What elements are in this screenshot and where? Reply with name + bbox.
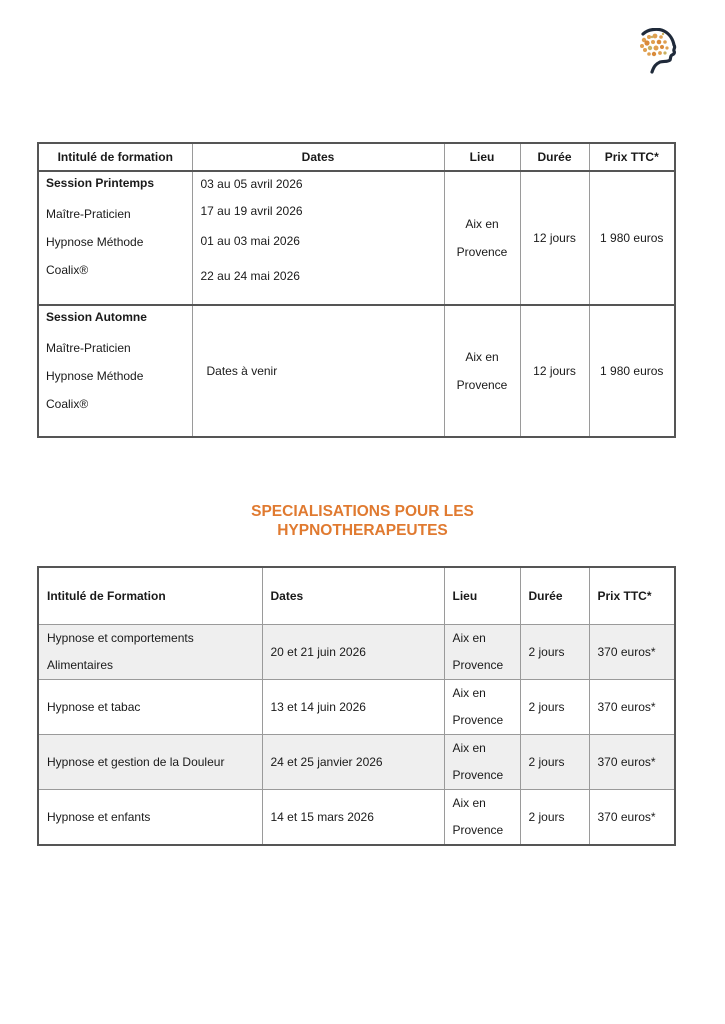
- main-training-table: [37, 142, 676, 438]
- heading-line: SPECIALISATIONS POUR LES: [251, 503, 474, 520]
- date-item: 17 au 19 avril 2026: [200, 204, 303, 218]
- table-row: [38, 790, 675, 846]
- lieu-line: Provence: [452, 768, 504, 782]
- header-duree: Durée: [520, 567, 589, 625]
- cell-dates: 13 et 14 juin 2026: [262, 680, 444, 735]
- table-row: [38, 305, 675, 437]
- cell-prix: 370 euros*: [589, 680, 675, 735]
- specialisations-table: [37, 566, 676, 846]
- lieu-line: Aix en: [452, 686, 486, 700]
- header-lieu: Lieu: [444, 143, 520, 171]
- cell-intitule: Hypnose et tabac: [38, 680, 262, 735]
- header-prix: Prix TTC*: [589, 567, 675, 625]
- table-header-row: [38, 567, 675, 625]
- title-line: Hypnose Méthode: [46, 235, 144, 249]
- title-line: Hypnose et comportements: [47, 631, 194, 645]
- lieu-line: Provence: [456, 378, 508, 392]
- title-line: Hypnose Méthode: [46, 369, 144, 383]
- cell-prix: 370 euros*: [589, 735, 675, 790]
- header-duree: Durée: [520, 143, 589, 171]
- cell-lieu: [444, 171, 520, 305]
- heading-line: HYPNOTHERAPEUTES: [277, 522, 448, 539]
- lieu-line: Aix en: [452, 741, 486, 755]
- cell-lieu: [444, 305, 520, 437]
- date-item: 22 au 24 mai 2026: [200, 269, 300, 283]
- brain-head-logo-icon: [634, 28, 684, 74]
- cell-duree: 2 jours: [520, 790, 589, 846]
- cell-lieu: [444, 625, 520, 680]
- cell-lieu: [444, 680, 520, 735]
- cell-intitule: [38, 171, 192, 305]
- session-name: Session Automne: [46, 310, 147, 324]
- cell-duree: 12 jours: [520, 305, 589, 437]
- lieu-line: Provence: [456, 245, 508, 259]
- cell-prix: 1 980 euros: [589, 305, 675, 437]
- table-header-row: [38, 143, 675, 171]
- cell-duree: 12 jours: [520, 171, 589, 305]
- title-line: Alimentaires: [47, 658, 114, 672]
- cell-intitule: Hypnose et gestion de la Douleur: [38, 735, 262, 790]
- lieu-line: Provence: [452, 658, 504, 672]
- date-item: 01 au 03 mai 2026: [200, 234, 300, 248]
- cell-lieu: [444, 790, 520, 846]
- specialisations-heading: [0, 502, 725, 540]
- lieu-line: Provence: [452, 713, 504, 727]
- title-line: Coalix®: [46, 397, 89, 411]
- date-item: 03 au 05 avril 2026: [200, 177, 303, 191]
- header-dates: Dates: [192, 143, 444, 171]
- lieu-line: Provence: [452, 823, 504, 837]
- cell-duree: 2 jours: [520, 735, 589, 790]
- cell-intitule: Hypnose et enfants: [38, 790, 262, 846]
- table-row: [38, 625, 675, 680]
- header-lieu: Lieu: [444, 567, 520, 625]
- header-prix: Prix TTC*: [589, 143, 675, 171]
- table-row: [38, 171, 675, 305]
- header-intitule: Intitulé de Formation: [38, 567, 262, 625]
- cell-dates: 24 et 25 janvier 2026: [262, 735, 444, 790]
- cell-intitule: [38, 625, 262, 680]
- cell-duree: 2 jours: [520, 680, 589, 735]
- lieu-line: Aix en: [452, 631, 486, 645]
- title-line: Maître-Praticien: [46, 207, 131, 221]
- cell-dates: Dates à venir: [192, 305, 444, 437]
- title-line: Maître-Praticien: [46, 341, 131, 355]
- cell-prix: 370 euros*: [589, 625, 675, 680]
- cell-dates: 14 et 15 mars 2026: [262, 790, 444, 846]
- session-name: Session Printemps: [46, 176, 155, 190]
- cell-dates: [192, 171, 444, 305]
- table-row: [38, 680, 675, 735]
- cell-prix: 1 980 euros: [589, 171, 675, 305]
- cell-dates: 20 et 21 juin 2026: [262, 625, 444, 680]
- header-dates: Dates: [262, 567, 444, 625]
- cell-intitule: [38, 305, 192, 437]
- table-row: [38, 735, 675, 790]
- lieu-line: Aix en: [465, 350, 499, 364]
- cell-duree: 2 jours: [520, 625, 589, 680]
- lieu-line: Aix en: [465, 217, 499, 231]
- title-line: Coalix®: [46, 263, 89, 277]
- cell-lieu: [444, 735, 520, 790]
- lieu-line: Aix en: [452, 796, 486, 810]
- header-intitule: Intitulé de formation: [38, 143, 192, 171]
- cell-prix: 370 euros*: [589, 790, 675, 846]
